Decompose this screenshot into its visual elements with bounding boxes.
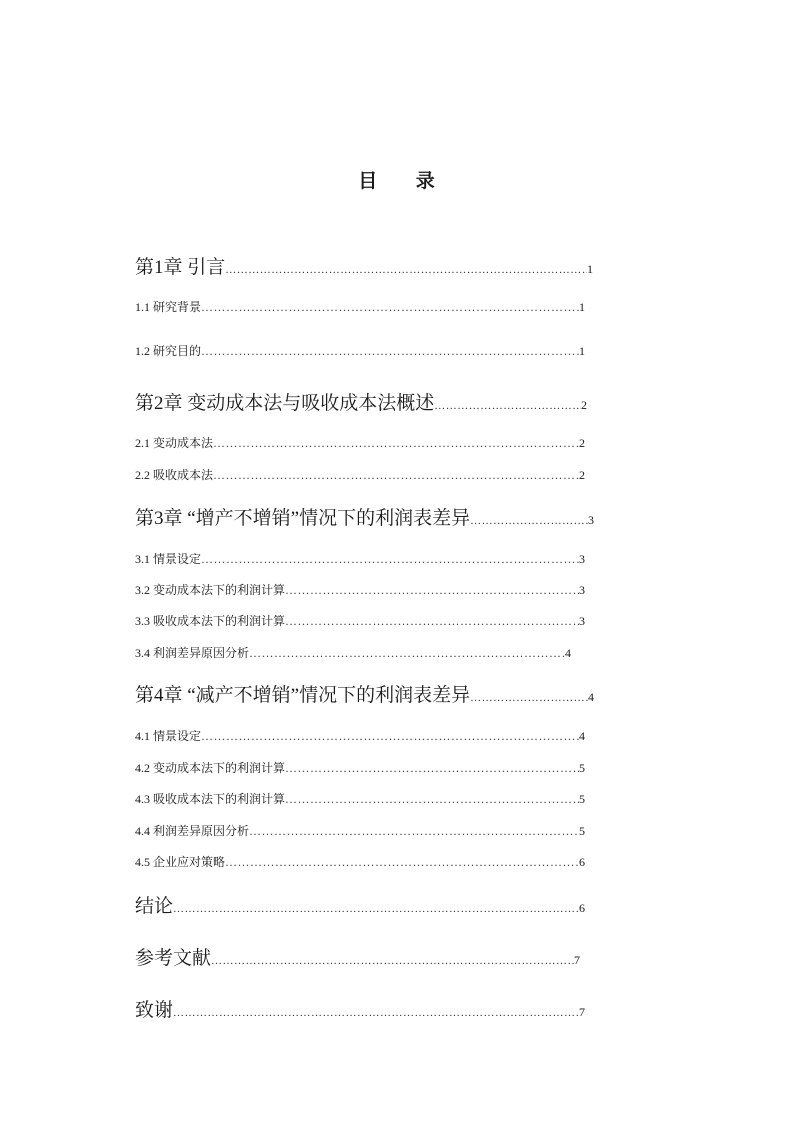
toc-section-entry[interactable] [135,612,585,629]
toc-leader-dots [173,903,579,915]
toc-section-entry[interactable] [135,298,585,315]
toc-section-entry[interactable] [135,759,585,776]
toc-section-entry[interactable] [135,790,585,807]
toc-leader-dots [211,955,574,967]
toc-page-number: 7 [574,953,580,967]
toc-entry-label: 2.1 变动成本法 [135,436,214,450]
toc-entry-label: 1.1 研究背景 [135,300,202,314]
toc-page-number: 1 [587,262,593,276]
toc-leader-dots [470,515,588,527]
toc-entry-label: 第2章 变动成本法与吸收成本法概述 [135,393,435,414]
toc-page-number: 2 [579,468,585,482]
toc-leader-dots [201,729,579,744]
toc-section-entry[interactable] [135,434,585,451]
toc-leader-dots [173,1007,579,1019]
toc-page-number: 5 [579,761,585,775]
toc-entry-label: 4.4 利润差异原因分析 [135,824,250,838]
toc-section-entry[interactable] [135,822,585,839]
toc-leader-dots [285,761,579,776]
toc-leader-dots [201,300,579,315]
toc-page-number: 4 [565,646,571,660]
toc-chapter-entry[interactable] [135,943,580,970]
toc-page-number: 3 [579,552,585,566]
toc-leader-dots [213,468,579,483]
toc-entry-label: 3.1 情景设定 [135,552,202,566]
toc-page-number: 5 [579,824,585,838]
toc-leader-dots [225,855,579,870]
toc-leader-dots [213,436,579,451]
toc-entry-label: 结论 [135,896,174,917]
toc-page-number: 5 [579,792,585,806]
toc-page-number: 6 [579,855,585,869]
toc-page-number: 3 [579,614,585,628]
toc-entry-label: 参考文献 [135,948,212,969]
toc-entry-label: 4.3 吸收成本法下的利润计算 [135,792,286,806]
toc-page-number: 4 [588,690,594,704]
toc-entry-label: 第4章 “减产不增销”情况下的利润表差异 [135,685,471,706]
toc-entry-label: 1.2 研究目的 [135,344,202,358]
toc-section-entry[interactable] [135,466,585,483]
toc-leader-dots [434,400,581,412]
toc-section-entry[interactable] [135,581,585,598]
toc-leader-dots [285,614,579,629]
toc-leader-dots [249,646,565,661]
toc-page-number: 7 [579,1005,585,1019]
toc-section-entry[interactable] [135,727,585,744]
toc-leader-dots [285,583,579,598]
toc-chapter-entry[interactable] [135,995,585,1022]
toc-chapter-entry[interactable] [135,891,585,918]
toc-page-number: 1 [579,300,585,314]
toc-entry-label: 第1章 引言 [135,257,226,278]
toc-page-number: 3 [588,513,594,527]
toc-entry-label: 4.1 情景设定 [135,729,202,743]
toc-entry-label: 第3章 “增产不增销”情况下的利润表差异 [135,508,471,529]
toc-page-number: 4 [579,729,585,743]
toc-entry-label: 致谢 [135,1000,174,1021]
toc-leader-dots [285,792,579,807]
toc-section-entry[interactable] [135,644,571,661]
toc-leader-dots [225,264,587,276]
toc-leader-dots [470,692,588,704]
toc-entry-label: 3.3 吸收成本法下的利润计算 [135,614,286,628]
toc-page-number: 6 [579,901,585,915]
toc-chapter-entry[interactable] [135,503,594,530]
toc-section-entry[interactable] [135,853,585,870]
toc-section-entry[interactable] [135,550,585,567]
toc-page-number: 1 [579,344,585,358]
toc-entry-label: 4.2 变动成本法下的利润计算 [135,761,286,775]
toc-section-entry[interactable] [135,342,585,359]
toc-leader-dots [201,552,579,567]
toc-leader-dots [201,344,579,359]
toc-entry-label: 2.2 吸收成本法 [135,468,214,482]
toc-title: 目 录 [358,170,451,192]
toc-entry-label: 3.4 利润差异原因分析 [135,646,250,660]
toc-page-number: 3 [579,583,585,597]
toc-page-number: 2 [579,436,585,450]
toc-chapter-entry[interactable] [135,388,587,415]
toc-leader-dots [249,824,579,839]
toc-chapter-entry[interactable] [135,680,594,707]
toc-entry-label: 4.5 企业应对策略 [135,855,226,869]
toc-entry-label: 3.2 变动成本法下的利润计算 [135,583,286,597]
toc-page-number: 2 [581,398,587,412]
toc-chapter-entry[interactable] [135,252,593,279]
